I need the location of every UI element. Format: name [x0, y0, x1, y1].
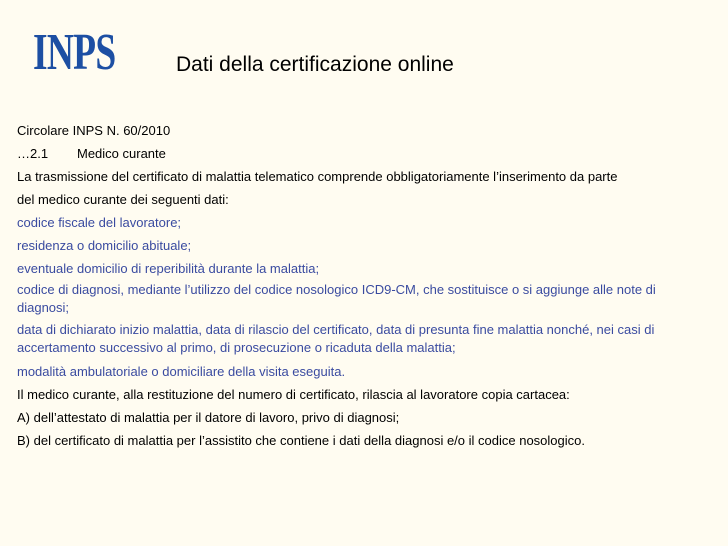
copy-b: B) del certificato di malattia per l’assistito che contiene i dati della diagnosi e/o il codice nosologico. [17, 433, 585, 448]
list-item-codice-diagnosi: codice di diagnosi, mediante l’utilizzo del codice nosologico ICD9-CM, che sostituisce o si aggiunge alle note di diagnosi; [17, 282, 656, 315]
intro-line-1: La trasmissione del certificato di malattia telematico comprende obbligatoriamente l’inserimento da parte [17, 169, 618, 184]
list-item-codice-fiscale: codice fiscale del lavoratore; [17, 215, 182, 230]
section-heading [17, 143, 705, 164]
list-item-residenza: residenza o domicilio abituale; [17, 238, 192, 253]
list-item-date-malattia: data di dichiarato inizio malattia, data di rilascio del certificato, data di presunta fine malattia nonché, nei casi di accertamento successivo al primo, di prosecuzione o ricaduta della malattia; [17, 322, 655, 355]
slide-content [17, 120, 705, 453]
section-number: …2.1 [17, 146, 49, 161]
list-item-modalita-visita: modalità ambulatoriale o domiciliare della visita eseguita. [17, 364, 346, 379]
intro-line-2: del medico curante dei seguenti dati: [17, 192, 229, 207]
circolare-reference: Circolare INPS N. 60/2010 [17, 123, 171, 138]
release-text: Il medico curante, alla restituzione del numero di certificato, rilascia al lavoratore copia cartacea: [17, 387, 570, 402]
copy-a: A) dell’attestato di malattia per il datore di lavoro, privo di diagnosi; [17, 410, 400, 425]
section-title: Medico curante [77, 146, 166, 161]
slide-title: Dati della certificazione online [176, 53, 454, 76]
inps-logo: INPS [33, 24, 116, 81]
list-item-domicilio-reperibilita: eventuale domicilio di reperibilità durante la malattia; [17, 261, 320, 276]
